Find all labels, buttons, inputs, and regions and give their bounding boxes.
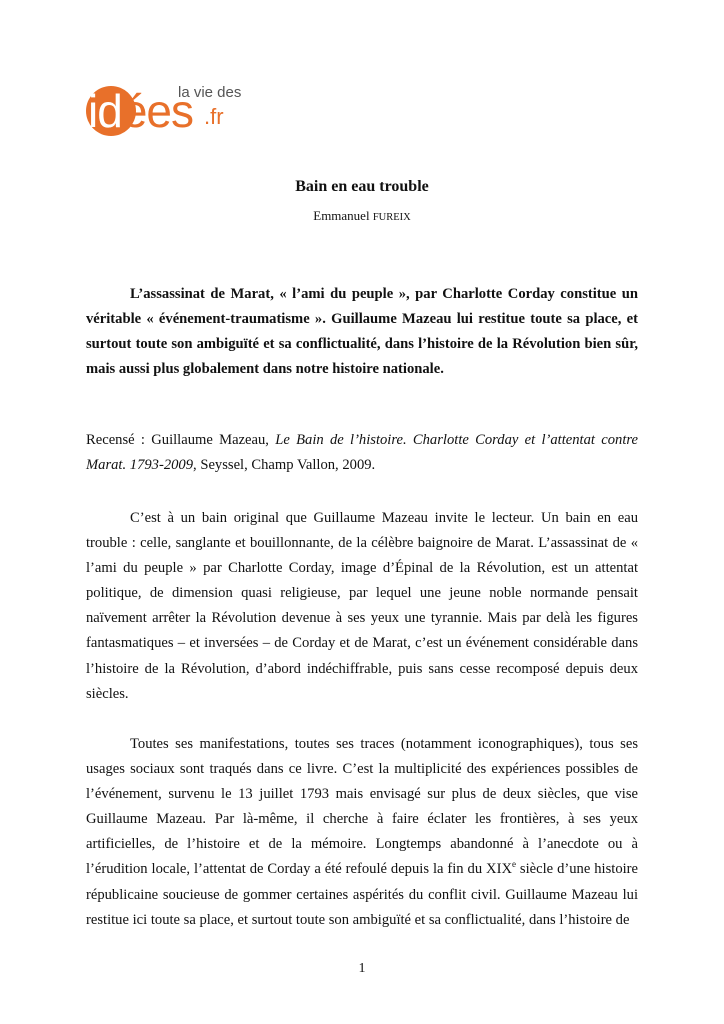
paragraph-2-text-a: Toutes ses manifestations, toutes ses traces (notamment iconographiques), tous ses usages sociaux sont traqués dans ce livre. C’est la multiplicité des expériences possibles de l’événement, survenu le 13 juillet 1793 mais envisagé sur plus de deux siècles, que vise Guillaume Mazeau. Par là-même, il cherche à faire éclater les frontières, à ses yeux artificielles, de l’histoire et de la mémoire. Longtemps abandonné à l’anecdote ou à l’érudition locale, l’attentat de Corday a été refoulé depuis la fin du XIX: [86, 736, 638, 878]
site-logo[interactable]: [86, 82, 246, 142]
article-title: Bain en eau trouble: [295, 178, 429, 195]
author-first-name: Emmanuel: [313, 208, 373, 223]
logo-brand-rest: ées: [121, 85, 193, 137]
century-superscript: e: [512, 859, 516, 870]
book-reference-prefix: Recensé : Guillaume Mazeau,: [86, 432, 276, 448]
body-paragraph-2: [86, 732, 638, 933]
book-reference: [86, 428, 638, 478]
article-lead: L’assassinat de Marat, « l’ami du peuple », par Charlotte Corday constitue un véritable « événement-traumatisme ». Guillaume Mazeau lui restitue toute sa place, et surtout toute son ambiguïté et sa conflictualité, dans l’histoire de la Révolution bien sûr, mais aussi plus globalement dans notre histoire nationale.: [86, 286, 638, 378]
paragraph-2-text-b: siècle d’une histoire républicaine soucieuse de gommer certaines aspérités du conflit civil. Guillaume Mazeau lui restitue ici toute sa place, et surtout toute son ambiguïté et sa conflictualité, dans l’histoire de: [86, 861, 639, 928]
book-title: Le Bain de l’histoire. Charlotte Corday et l’attentat contre Marat. 1793-2009: [86, 432, 638, 474]
body-paragraph-1: C’est à un bain original que Guillaume Mazeau invite le lecteur. Un bain en eau trouble : celle, sanglante et bouillonnante, de la célèbre baignoire de Marat. L’assassinat de « l’ami du peuple » par Charlotte Corday, image d’Épinal de la Révolution, est un attentat politique, de dimension quasi religieuse, par lequel une jeune noble normande pensait naïvement arrêter la Révolution devenue à ses yeux une tyrannie. Mais par delà les figures fantasmatiques – et inversées – de Corday et de Marat, c’est un événement considérable dans l’histoire de la Révolution, d’abord indéchiffrable, puis sans cesse recomposé depuis deux siècles.: [86, 510, 638, 702]
article-author: [0, 208, 724, 224]
logo-brand-first: id: [88, 85, 122, 137]
author-last-name: FUREIX: [372, 212, 411, 223]
book-reference-suffix: , Seyssel, Champ Vallon, 2009.: [193, 457, 376, 474]
logo-brand-prefix: la vie des: [178, 84, 242, 101]
logo-brand-suffix: .fr: [204, 104, 224, 129]
page-number: 1: [358, 961, 366, 976]
